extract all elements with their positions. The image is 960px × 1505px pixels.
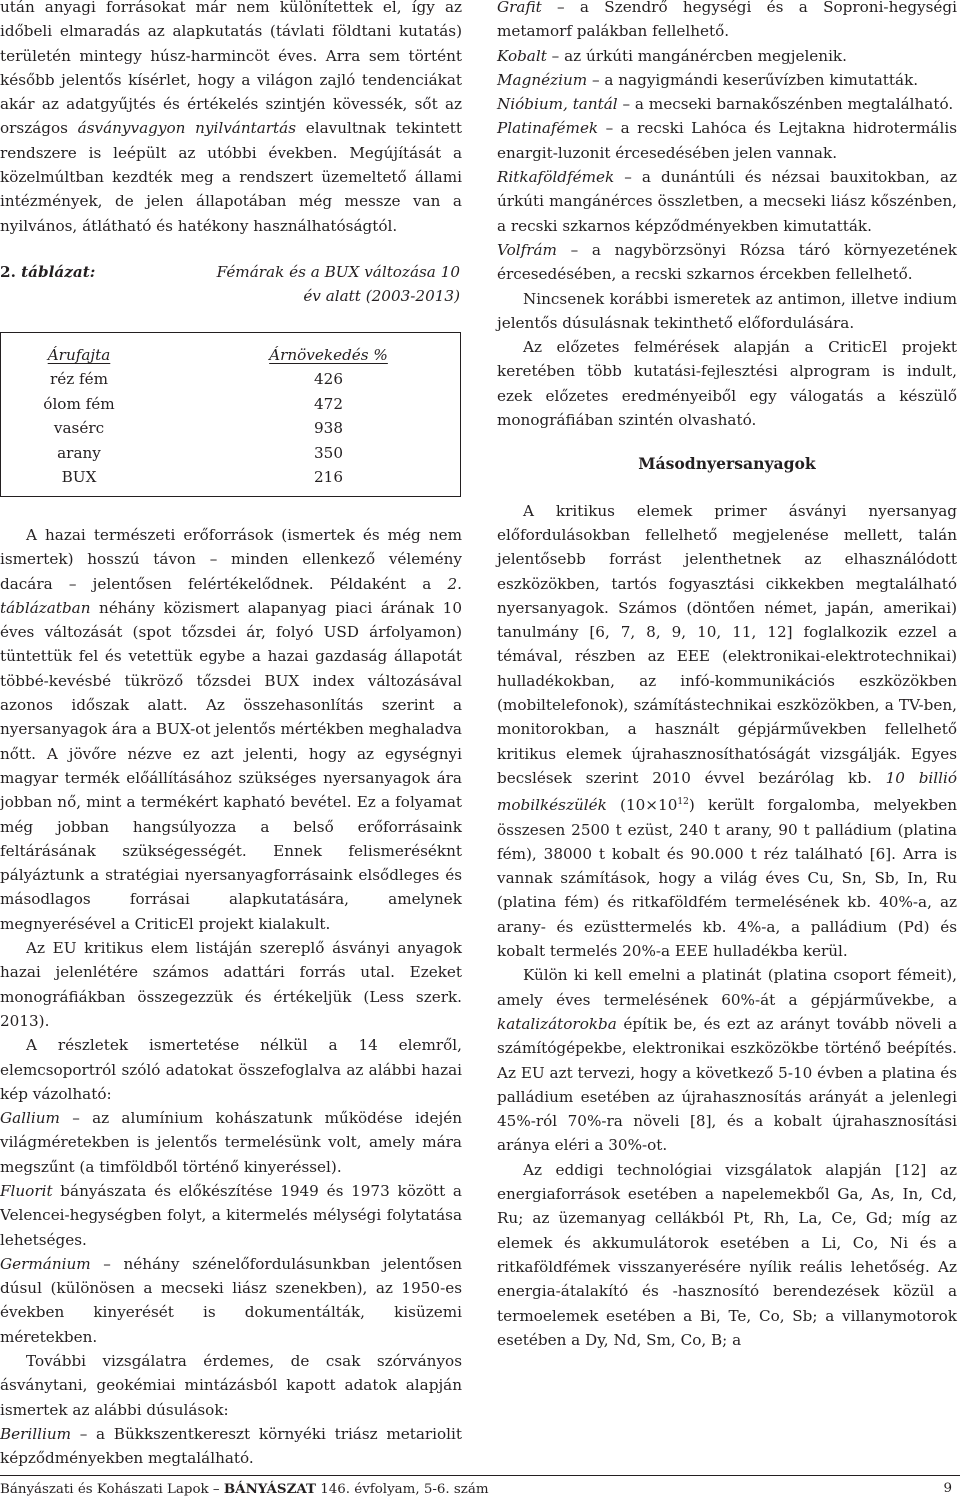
table-row <box>1 416 460 440</box>
element-entry-platina: Platinafémek – a recski Lahóca és Lejtakna hidrotermális enargit-luzonit ércesedésében jelen vannak. <box>497 119 957 162</box>
body-paragraph: További vizsgálatra érdemes, de csak szórványos ásványtani, geokémiai mintázásból kapott adatok alapján ismertek az alábbi dúsulások: <box>0 1352 462 1419</box>
body-paragraph: Nincsenek korábbi ismeretek az antimon, illetve indium jelentős dúsulásnak tekinthető előfordulására. <box>497 289 957 332</box>
table-row <box>1 392 460 416</box>
left-column <box>0 0 462 1471</box>
price-table <box>0 332 461 497</box>
element-entry-kobalt: Kobalt – az úrkúti mangánércben megjelenik. <box>497 46 847 65</box>
element-entry-fluorit: Fluorit bányászata és előkészítése 1949 és 1973 között a Velencei-hegységben folyt, a kitermelés mélységi folytatása lehetséges. <box>0 1181 462 1249</box>
element-entry-magnezium: Magnézium – a nagyigmándi keserűvízben kimutatták. <box>497 70 919 89</box>
body-paragraph: A részletek ismertetése nélkül a 14 elemről, elemcsoportról szóló adatokat összefoglalva az alábbi hazai kép vázolható: <box>0 1036 462 1103</box>
table-cell-product: arany <box>57 443 101 462</box>
right-column <box>497 0 957 1352</box>
table-row <box>1 465 460 489</box>
table-cell-value: 938 <box>314 419 343 438</box>
table-cell-product: réz fém <box>49 370 109 389</box>
element-entry-gallium: Gallium – az alumínium kohászatunk működése idején világméretekben is jelentős termelésünk volt, amely mára megszűnt (a timföldből történő kinyeréssel). <box>0 1109 462 1176</box>
element-entry-niobium: Nióbium, tantál – a mecseki barnakőszénben megtalálható. <box>497 95 954 114</box>
body-paragraph: A kritikus elemek primer ásványi nyersanyag előfordulásokban fellelhető megjelenése mellett, talán jelentősebb forrást jelenthetnek az elhasználódott eszközökben, tartós fogyasztási cikkekben megtalálható nyersanyagok. Számos (döntően német, japán, amerikai) tanulmány [6, 7, 8, 9, 10, 11, 12] foglalkozik ezzel a témával, részben az EEE (elektronikai-elektrotechnikai) hulladékokban, az infó-kommunikációs eszközökben (mobiltelefonok), számítástechnikai eszközökben, a TV-ben, monitorokban, a használt gépjárművekben fellelhető kritikus elemek újrahasznosíthatóságát vizsgálják. Egyes becslések szerint 2010 évvel bezárólag kb. 10 billió mobilkészülék $(10\times 10^{12})$ került forgalomba, melyekben összesen 2500 t ezüst, 240 t arany, 90 t palládium (platina fém), 38000 t kobalt és 90.000 t réz található [6]. Arra is vannak számítások, hogy a világ éves Cu, Sn, Sb, In, Ru (platina fém) és ritkaföldfém termelésének kb. 40%-a, az arany- és ezüsttermelés kb. 4%-a, a palládium (Pd) és kobalt termelés 20%-a EEE hulladékba kerül. <box>497 501 958 961</box>
table-caption <box>0 260 462 310</box>
table-cell-value: 350 <box>314 443 343 462</box>
body-paragraph: Külön ki kell emelni a platinát (platina csoport fémeit), amely éves termelésének 60%-át a gépjárművekbe, a katalizátorokba építik be, és ezt az arányt tovább növeli a számítógépekbe, elektronikai eszközökbe történő beépítés. Az EU azt tervezi, hogy a következő 5-10 évben a platina és palládium esetében az újrahasznosítás arányát a jelenlegi 45%-ról 70%-ra növeli [8], és a kobalt újrahasznosítási aránya eléri a 30%-ot. <box>497 966 957 1155</box>
body-paragraph: Az EU kritikus elem listáján szereplő ásványi anyagok hazai jelenlétére számos adattári forrás utal. Ezeket monográfiákban összegezzük és értékeljük (Less szerk. 2013). <box>0 939 462 1030</box>
table-cell-value: 426 <box>314 370 343 389</box>
table-label: 2. táblázat: <box>0 262 96 281</box>
element-entry-grafit: Grafit – a Szendrő hegységi és a Soproni-hegységi metamorf palákban fellelhető. <box>497 0 957 41</box>
table-header-row <box>1 343 460 367</box>
page-footer <box>0 1475 960 1497</box>
element-entry-ritkafoldfemek: Ritkaföldfémek – a dunántúli és nézsai bauxitokban, az úrkúti mangánérces összletben, a mecseki liász kőszénben, a recski szkarnos képződményekben kimutatták. <box>497 168 957 235</box>
journal-name: Bányászati és Kohászati Lapok – BÁNYÁSZAT 146. évfolyam, 5-6. szám <box>0 1481 489 1497</box>
table-cell-product: vasérc <box>53 419 105 438</box>
table-header-product: Árufajta <box>47 345 111 364</box>
intro-paragraph: után anyagi forrásokat már nem különítettek el, így az időbeli elmaradás az alapkutatás (távlati földtani kutatás) területén mintegy húsz-harmincöt éves. Arra sem történt később jelentős kísérlet, hogy a világon zajló tendenciákat akár az adatgyűjtés és értékelés szintjén kövessék, sőt az országos ásványvagyon nyilvántartás elavultnak tekintett rendszere is leépült az utóbbi években. Megújítását a közelmúltban kezdték meg a rendszert üzemeltető állami intézmények, de jelen állapotában még messze van a nyilvános, átlátható és hatékony használhatóságtól. <box>0 0 462 235</box>
table-cell-value: 216 <box>314 467 343 486</box>
page-number: 9 <box>943 1481 952 1496</box>
body-paragraph: A hazai természeti erőforrások (ismertek és még nem ismertek) hosszú távon – minden ellenkező vélemény dacára – jelentősen felértékelődnek. Példaként a 2. táblázatban néhány közismert alapanyag piaci árának 10 éves változását (spot tőzsdei ár, folyó USD árfolyamon) tüntettük fel és vetettük egybe a hazai gazdaság állapotát többé-kevésbé tükröző tőzsdei BUX index változásával azonos időszak alatt. Az összehasonlítás szerint a nyersanyagok ára a BUX-ot jelentős mértékben meghaladva nőtt. A jövőre nézve ez azt jelenti, hogy az egységnyi magyar termék előállításához szükséges nyersanyagok ára jobban nő, mint a termékért kapható bevétel. Ez a folyamat még jobban hangsúlyozza a belső erőforrásaink feltárásának szükségességét. Ennek felismeréséknt pályáztunk a stratégiai nyersanyagforrásaink elsődleges és másodlagos forrásai alapkutatására, amelynek megnyerésével a CriticEl projekt kialakult. <box>0 525 462 933</box>
table-header-growth: Árnövekedés % <box>269 345 388 364</box>
table-cell-product: ólom fém <box>43 394 115 413</box>
element-entry-berillium: Berillium – a Bükkszentkereszt környéki triász metariolit képződményekben megtalálható. <box>0 1424 462 1468</box>
body-paragraph: Az előzetes felmérések alapján a CriticEl projekt keretében több kutatási-fejlesztési alprogram is indult, ezek előzetes eredményeiből egy válogatás a készülő monográfiában szintén olvasható. <box>497 338 957 430</box>
element-entry-volfram: Volfrám – a nagybörzsönyi Rózsa táró környezetének ércesedésében, a recski szkarnos ércekben fellelhető. <box>497 240 957 284</box>
table-row <box>1 367 460 391</box>
section-heading: Másodnyersanyagok <box>638 454 816 474</box>
table-cell-product: BUX <box>61 467 97 486</box>
table-title: Fémárak és a BUX változása 10 év alatt (2003-2013) <box>216 262 460 305</box>
table-cell-value: 472 <box>314 394 343 413</box>
body-paragraph: Az eddigi technológiai vizsgálatok alapján [12] az energiaforrások esetében a napelemekből Ga, As, In, Cd, Ru; az üzemanyag cellákból Pt, Rh, La, Ce, Gd; míg az elemek és akkumulátorok esetében a Li, Co, Ni és a ritkaföldfémek visszanyerésére nyílik reális lehetőség. Az energia-átalakító és -hasznosító berendezések közül a termoelemek esetében a Bi, Te, Co, Sb; a villanymotorok esetében a Dy, Nd, Sm, Co, B; a <box>497 1160 957 1349</box>
table-row <box>1 441 460 465</box>
element-entry-germanium: Germánium – néhány szénelőfordulásunkban jelentősen dúsul (különösen a mecseki liász szenekben), az 1950-es években kinyerését is dokumentálták, kisüzemi méretekben. <box>0 1254 462 1346</box>
